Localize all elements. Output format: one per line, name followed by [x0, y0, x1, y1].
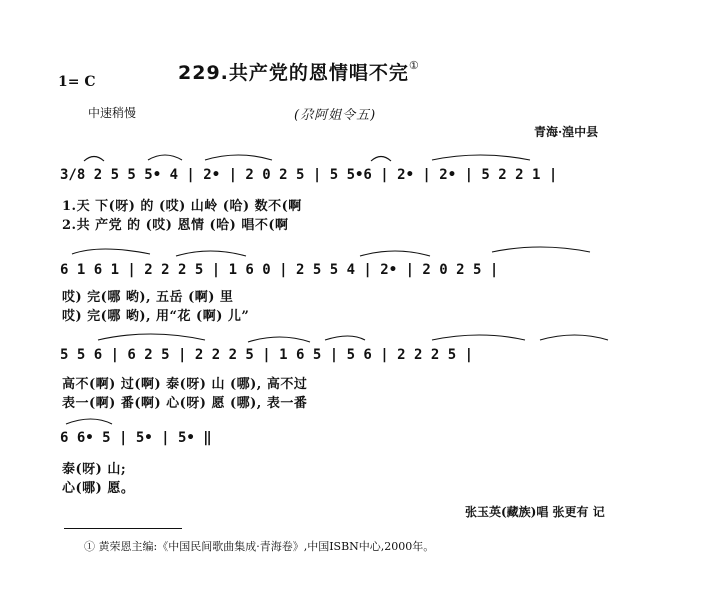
score-line-2: 6 1 6 1 | 2 2 2 5 | 1 6 0 | 2 5 5 4 | 2• | 2 0 2 5 |	[60, 262, 499, 278]
score-line-4: 6 6• 5 | 5• | 5• ‖	[60, 430, 212, 446]
lyric-line-2-verse-2: 哎) 完(哪 哟), 用“花 (啊) 儿”	[62, 309, 250, 324]
lyric-line-1-verse-2: 2.共 产党 的 (哎) 恩情 (哈) 唱不(啊	[62, 218, 289, 233]
score-line-3: 5 5 6 | 6 2 5 | 2 2 2 5 | 1 6 5 | 5 6 | 2 2 2 5 |	[60, 347, 474, 363]
lyric-line-4-verse-2: 心(哪) 愿。	[62, 481, 135, 496]
song-region: 青海·湟中县	[534, 125, 599, 139]
key-signature: 1= C	[58, 74, 96, 90]
song-title: 229.共产党的恩情唱不完①	[178, 59, 420, 84]
footnote-divider	[64, 528, 182, 529]
lyric-line-1-verse-1: 1.天 下(呀) 的 (哎) 山岭 (哈) 数不(啊	[62, 199, 302, 214]
footnote-text: ① 黄荣恩主编:《中国民间歌曲集成·青海卷》,中国ISBN中心,2000年。	[84, 540, 435, 553]
song-subtitle: (尕阿姐令五)	[294, 108, 377, 123]
lyric-line-3-verse-2: 表一(啊) 番(啊) 心(呀) 愿 (哪), 表一番	[62, 396, 308, 411]
lyric-line-3-verse-1: 高不(啊) 过(啊) 泰(呀) 山 (哪), 高不过	[62, 377, 308, 392]
score-line-1: 3/8 2 5 5 5• 4 | 2• | 2 0 2 5 | 5 5•6 | 2• | 2• | 5 2 2 1 |	[60, 167, 558, 183]
tempo-marking: 中速稍慢	[88, 106, 137, 120]
lyric-line-2-verse-1: 哎) 完(哪 哟), 五岳 (啊) 里	[62, 290, 234, 305]
title-footnote-mark: ①	[408, 59, 420, 72]
performer-credit: 张玉英(藏族)唱 张更有 记	[465, 505, 605, 519]
lyric-line-4-verse-1: 泰(呀) 山;	[62, 462, 127, 477]
